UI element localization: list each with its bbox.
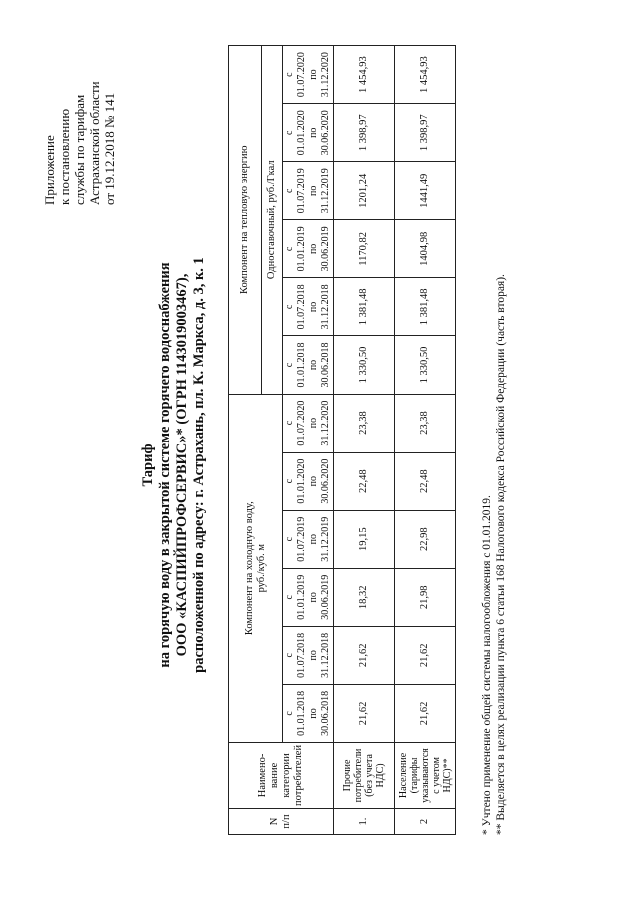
- heat-value: 1 398,97: [395, 104, 456, 162]
- header-heat-unit: Одноставочный, руб./Гкал: [262, 46, 283, 395]
- cold-value: 23,38: [395, 394, 456, 452]
- appendix-line: к постановлению: [57, 108, 72, 205]
- period-header: с 01.01.2019 по 30.06.2019: [283, 568, 334, 626]
- heat-value: 1 398,97: [334, 104, 395, 162]
- appendix-line: службы по тарифам: [72, 94, 87, 205]
- header-heat-energy: Компонент на тепловую энергию: [229, 46, 262, 395]
- header-category: Наимено- вание категории потребителей: [229, 742, 334, 808]
- table-row: [334, 46, 395, 835]
- footnote: * Учтено применение общей системы налогообложения с 01.01.2019.: [481, 495, 493, 835]
- header-number: N п/п: [229, 808, 334, 834]
- heat-value: 1404,98: [395, 220, 456, 278]
- footnote: ** Выделяется в целях реализации пункта 6 статьи 168 Налогового кодекса Российской Федерации (часть вторая).: [495, 274, 507, 835]
- appendix-note: [42, 0, 117, 205]
- heat-value: 1 330,50: [395, 336, 456, 394]
- table-row: [395, 46, 456, 835]
- heat-value: 1 330,50: [334, 336, 395, 394]
- row-category: Прочие потребители (без учета НДС): [334, 742, 395, 808]
- cold-value: 21,98: [395, 568, 456, 626]
- period-header: с 01.07.2018 по 31.12.2018: [283, 626, 334, 684]
- period-header: с 01.07.2019 по 31.12.2019: [283, 510, 334, 568]
- title-line: расположенной по адресу: г. Астрахань, пл. К. Маркса, д. 3, к. 1: [191, 257, 207, 673]
- heat-value: 1 381,48: [334, 278, 395, 336]
- row-category: Население (тарифы указываются с учетом НДС)**: [395, 742, 456, 808]
- period-header: с 01.07.2019 по 31.12.2019: [283, 162, 334, 220]
- period-header: с 01.01.2019 по 30.06.2019: [283, 220, 334, 278]
- heat-value: 1 381,48: [395, 278, 456, 336]
- cold-value: 21,62: [395, 684, 456, 742]
- cold-value: 18,32: [334, 568, 395, 626]
- row-number: 2: [395, 808, 456, 834]
- period-header: с 01.07.2020 по 31.12.2020: [283, 394, 334, 452]
- appendix-line: Астраханской области: [87, 81, 102, 205]
- heat-value: 1441,49: [395, 162, 456, 220]
- period-header: с 01.07.2020 по 31.12.2020: [283, 46, 334, 104]
- period-header: с 01.01.2018 по 30.06.2018: [283, 336, 334, 394]
- title-line: ООО «КАСПИЙПРОФСЕРВИС»* (ОГРН 1143019003467),: [174, 273, 190, 657]
- period-header: с 01.01.2018 по 30.06.2018: [283, 684, 334, 742]
- footnotes: [480, 35, 508, 835]
- title-line: Тариф: [140, 443, 156, 487]
- cold-value: 23,38: [334, 394, 395, 452]
- cold-value: 21,62: [334, 626, 395, 684]
- cold-value: 22,48: [395, 452, 456, 510]
- cold-value: 22,98: [395, 510, 456, 568]
- cold-value: 22,48: [334, 452, 395, 510]
- heat-value: 1 454,93: [395, 46, 456, 104]
- period-header: с 01.07.2018 по 31.12.2018: [283, 278, 334, 336]
- tariff-table: [228, 45, 456, 835]
- heat-value: 1201,24: [334, 162, 395, 220]
- cold-value: 21,62: [395, 626, 456, 684]
- heat-value: 1 454,93: [334, 46, 395, 104]
- appendix-line: Приложение: [42, 135, 57, 205]
- document-title: [140, 155, 208, 775]
- title-line: на горячую воду в закрытой системе горячего водоснабжения: [157, 262, 173, 668]
- header-cold-water: Компонент на холодную воду, руб./куб. м: [229, 394, 283, 742]
- appendix-line: от 19.12.2018 № 141: [102, 92, 117, 205]
- row-number: 1.: [334, 808, 395, 834]
- period-header: с 01.01.2020 по 30.06.2020: [283, 452, 334, 510]
- heat-value: 1170,82: [334, 220, 395, 278]
- cold-value: 19,15: [334, 510, 395, 568]
- cold-value: 21,62: [334, 684, 395, 742]
- period-header: с 01.01.2020 по 30.06.2020: [283, 104, 334, 162]
